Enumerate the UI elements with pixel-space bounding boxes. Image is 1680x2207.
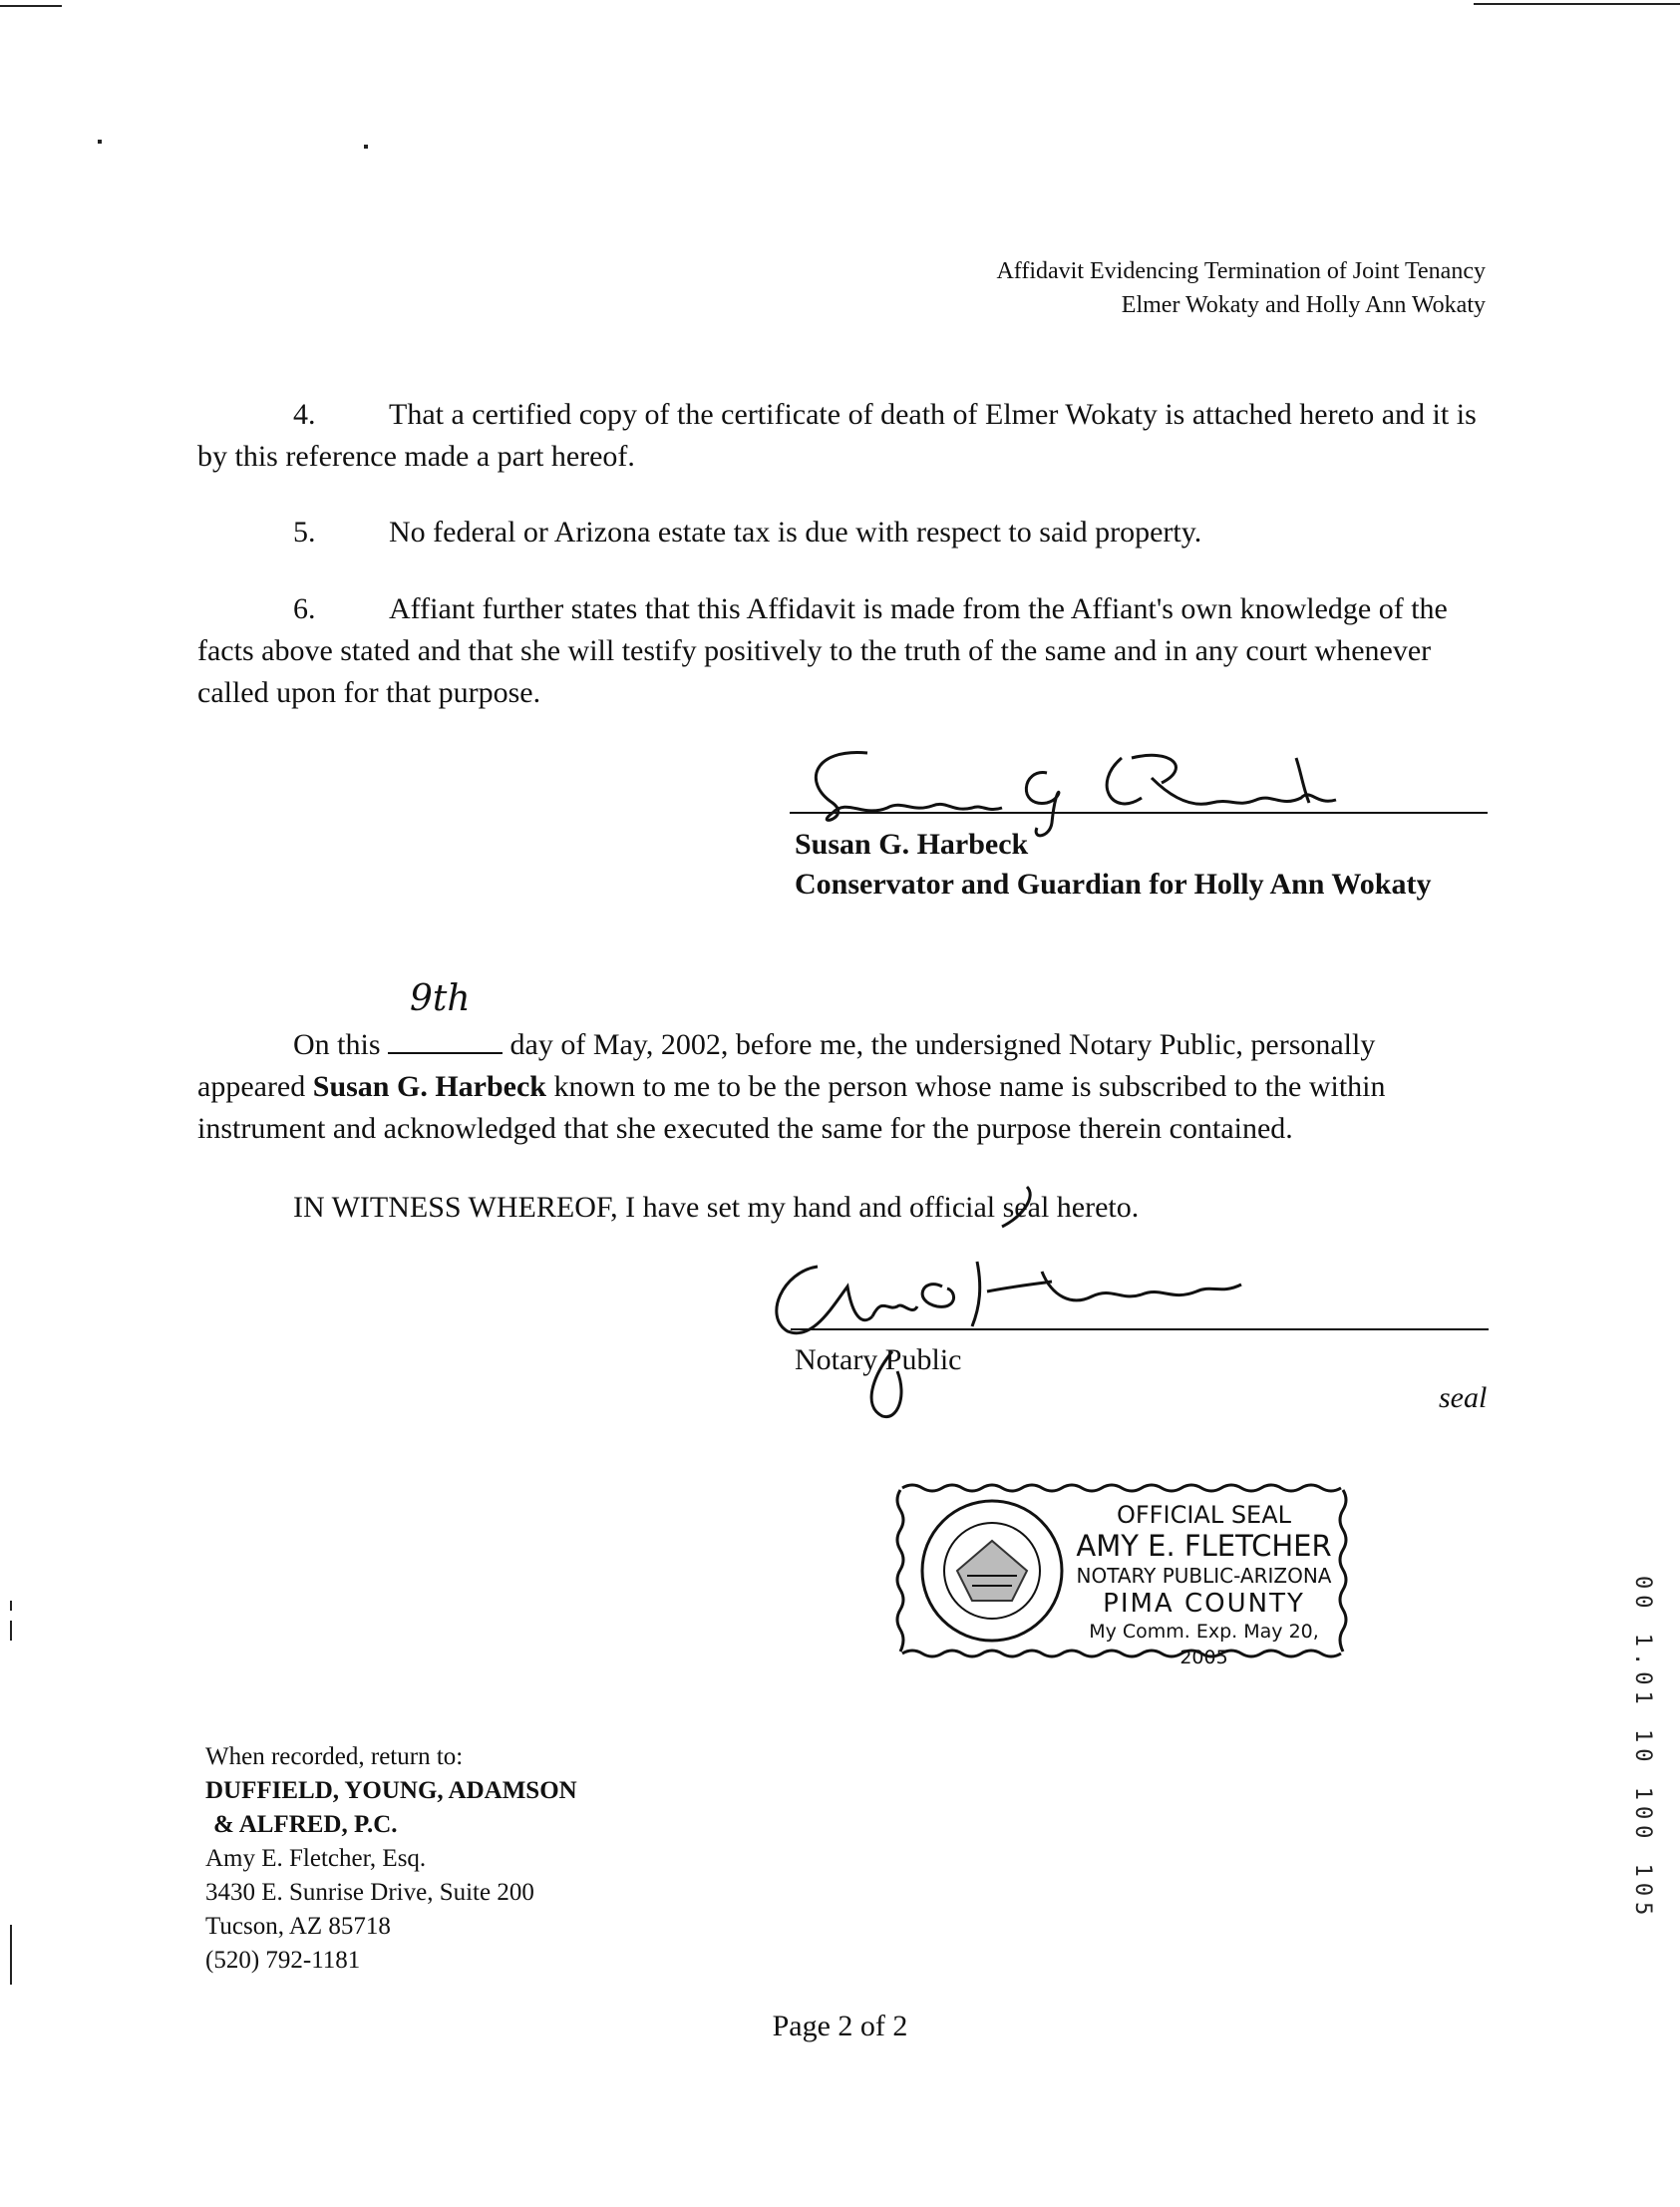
witness-text: IN WITNESS WHEREOF, I have set my hand and official seal hereto. xyxy=(293,1191,1140,1224)
return-to-block xyxy=(205,1740,577,1978)
notary-signature-line xyxy=(791,1328,1489,1330)
scan-mark xyxy=(0,5,62,7)
margin-code-text: 00 1.01 10 100 105 xyxy=(1630,1576,1655,1922)
paragraph-text: No federal or Arizona estate tax is due with respect to said property. xyxy=(389,516,1202,549)
return-label: When recorded, return to: xyxy=(205,1743,464,1770)
affiant-title: Conservator and Guardian for Holly Ann Wokaty xyxy=(795,868,1432,901)
address-line1: 3430 E. Sunrise Drive, Suite 200 xyxy=(205,1879,534,1906)
notary-statement-suffix: known to me to be the person whose name is subscribed to the within instrument and acknowledged that she executed the same for the purpose therein contained. xyxy=(197,1070,1386,1145)
address-line2: Tucson, AZ 85718 xyxy=(205,1913,391,1940)
official-seal-stamp xyxy=(892,1476,1351,1668)
margin-code xyxy=(1625,1576,1655,1955)
seal-county: PIMA COUNTY xyxy=(1103,1589,1305,1619)
paragraph-number: 5. xyxy=(293,516,316,549)
scan-mark xyxy=(10,1925,12,1985)
notary-label: Notary Public xyxy=(795,1343,962,1376)
seal-expiry: My Comm. Exp. May 20, 2005 xyxy=(1089,1621,1319,1668)
phone-number: (520) 792-1181 xyxy=(205,1947,361,1974)
firm-name-line2: & ALFRED, P.C. xyxy=(213,1811,398,1838)
day-blank xyxy=(388,978,503,1054)
paragraph-5 xyxy=(197,512,1486,553)
firm-name-line1: DUFFIELD, YOUNG, ADAMSON xyxy=(205,1777,577,1804)
document-header xyxy=(996,254,1486,322)
paragraph-6 xyxy=(197,588,1486,714)
notary-statement-middle: day of May, 2002, before me, the undersigned Notary Public, personally appeared xyxy=(197,1028,1376,1103)
day-handwritten: 9th xyxy=(410,978,471,1019)
affiant-name: Susan G. Harbeck xyxy=(795,828,1029,861)
header-parties: Elmer Wokaty and Holly Ann Wokaty xyxy=(1121,292,1486,318)
notary-statement xyxy=(197,978,1486,1150)
paragraph-text: Affiant further states that this Affidavit is made from the Affiant's own knowledge of the facts above stated and that she will testify positively to the truth of the same and in any court whenever called upon for that purpose. xyxy=(197,592,1448,709)
paragraph-number: 4. xyxy=(293,398,316,431)
seal-title: OFFICIAL SEAL xyxy=(1116,1501,1292,1529)
affiant-signature-line xyxy=(790,812,1488,814)
notary-signature xyxy=(753,1177,1311,1426)
page-number: Page 2 of 2 xyxy=(772,2010,908,2042)
seal-notary-line: NOTARY PUBLIC-ARIZONA xyxy=(1076,1564,1332,1588)
scan-mark xyxy=(10,1621,12,1641)
paragraph-4 xyxy=(197,394,1486,478)
seal-name: AMY E. FLETCHER xyxy=(1076,1529,1332,1563)
scan-dot xyxy=(98,140,102,144)
scan-mark xyxy=(10,1601,12,1611)
seal-label: seal xyxy=(1439,1381,1488,1414)
appeared-name: Susan G. Harbeck xyxy=(312,1070,546,1103)
scan-dot xyxy=(364,145,368,149)
attorney-name: Amy E. Fletcher, Esq. xyxy=(205,1845,427,1872)
scan-mark xyxy=(1474,3,1680,5)
paragraph-text: That a certified copy of the certificate of death of Elmer Wokaty is attached hereto and it is by this reference made a part hereof. xyxy=(197,398,1477,473)
header-title: Affidavit Evidencing Termination of Joint Tenancy xyxy=(996,258,1486,284)
paragraph-number: 6. xyxy=(293,592,316,625)
notary-statement-prefix: On this xyxy=(293,1028,381,1061)
